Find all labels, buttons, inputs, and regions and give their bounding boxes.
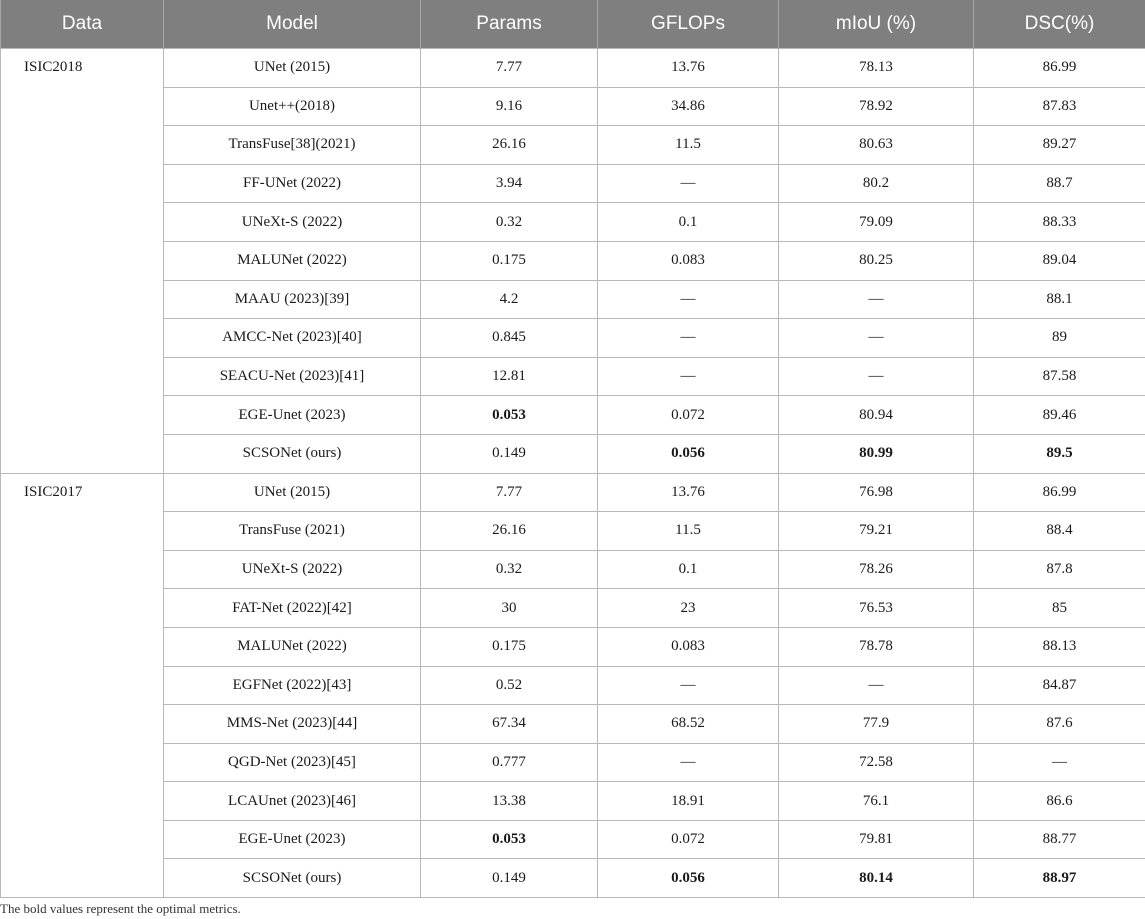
params-cell: 0.52 — [421, 666, 598, 705]
model-cell: EGFNet (2022)[43] — [164, 666, 421, 705]
params-cell: 9.16 — [421, 87, 598, 126]
miou-cell: 80.2 — [779, 164, 974, 203]
gflops-cell: 11.5 — [598, 512, 779, 551]
miou-cell: 80.99 — [779, 434, 974, 473]
miou-cell: — — [779, 357, 974, 396]
params-cell: 67.34 — [421, 705, 598, 744]
table-row — [1, 357, 1145, 396]
model-cell: TransFuse (2021) — [164, 512, 421, 551]
model-cell: FAT-Net (2022)[42] — [164, 589, 421, 628]
dsc-cell: 85 — [974, 589, 1145, 628]
params-cell: 13.38 — [421, 782, 598, 821]
dataset-cell: ISIC2018 — [1, 49, 164, 474]
miou-cell: 79.09 — [779, 203, 974, 242]
dsc-cell: 89 — [974, 319, 1145, 358]
miou-cell: 79.81 — [779, 820, 974, 859]
dsc-cell: 88.97 — [974, 859, 1145, 898]
table-footnote: The bold values represent the optimal metrics. — [0, 901, 241, 916]
gflops-cell: 34.86 — [598, 87, 779, 126]
params-cell: 3.94 — [421, 164, 598, 203]
dsc-cell: 86.99 — [974, 49, 1145, 88]
params-cell: 0.149 — [421, 859, 598, 898]
miou-cell: — — [779, 280, 974, 319]
table-row — [1, 434, 1145, 473]
model-cell: TransFuse[38](2021) — [164, 126, 421, 165]
table-row — [1, 627, 1145, 666]
params-cell: 4.2 — [421, 280, 598, 319]
table-row — [1, 512, 1145, 551]
table-row — [1, 49, 1145, 88]
miou-cell: — — [779, 666, 974, 705]
gflops-cell: 18.91 — [598, 782, 779, 821]
params-cell: 7.77 — [421, 473, 598, 512]
model-cell: MALUNet (2022) — [164, 241, 421, 280]
model-cell: Unet++(2018) — [164, 87, 421, 126]
table-row — [1, 319, 1145, 358]
gflops-cell: — — [598, 357, 779, 396]
params-cell: 0.845 — [421, 319, 598, 358]
header-miou: mIoU (%) — [779, 0, 974, 49]
dsc-cell: — — [974, 743, 1145, 782]
model-cell: FF-UNet (2022) — [164, 164, 421, 203]
dsc-cell: 84.87 — [974, 666, 1145, 705]
gflops-cell: 0.083 — [598, 627, 779, 666]
dsc-cell: 87.83 — [974, 87, 1145, 126]
model-cell: LCAUnet (2023)[46] — [164, 782, 421, 821]
dsc-cell: 89.04 — [974, 241, 1145, 280]
header-row — [1, 0, 1145, 49]
header-model: Model — [164, 0, 421, 49]
model-cell: UNeXt-S (2022) — [164, 203, 421, 242]
params-cell: 12.81 — [421, 357, 598, 396]
dsc-cell: 88.4 — [974, 512, 1145, 551]
miou-cell: 80.94 — [779, 396, 974, 435]
params-cell: 26.16 — [421, 126, 598, 165]
params-cell: 0.32 — [421, 550, 598, 589]
model-cell: EGE-Unet (2023) — [164, 396, 421, 435]
gflops-cell: 0.072 — [598, 396, 779, 435]
dsc-cell: 89.5 — [974, 434, 1145, 473]
miou-cell: 76.1 — [779, 782, 974, 821]
params-cell: 0.175 — [421, 627, 598, 666]
header-data: Data — [1, 0, 164, 49]
dataset-cell: ISIC2017 — [1, 473, 164, 898]
miou-cell: 79.21 — [779, 512, 974, 551]
dsc-cell: 88.1 — [974, 280, 1145, 319]
table-row — [1, 743, 1145, 782]
model-cell: UNet (2015) — [164, 473, 421, 512]
dsc-cell: 88.33 — [974, 203, 1145, 242]
dsc-cell: 89.27 — [974, 126, 1145, 165]
table-row — [1, 126, 1145, 165]
gflops-cell: 0.1 — [598, 550, 779, 589]
gflops-cell: — — [598, 319, 779, 358]
miou-cell: 76.98 — [779, 473, 974, 512]
dsc-cell: 88.77 — [974, 820, 1145, 859]
table-row — [1, 241, 1145, 280]
table-row — [1, 705, 1145, 744]
header-params: Params — [421, 0, 598, 49]
params-cell: 26.16 — [421, 512, 598, 551]
model-cell: MAAU (2023)[39] — [164, 280, 421, 319]
gflops-cell: 0.072 — [598, 820, 779, 859]
params-cell: 30 — [421, 589, 598, 628]
model-cell: QGD-Net (2023)[45] — [164, 743, 421, 782]
header-gflops: GFLOPs — [598, 0, 779, 49]
miou-cell: 78.78 — [779, 627, 974, 666]
gflops-cell: — — [598, 164, 779, 203]
table-row — [1, 203, 1145, 242]
miou-cell: 78.26 — [779, 550, 974, 589]
gflops-cell: 68.52 — [598, 705, 779, 744]
gflops-cell: — — [598, 666, 779, 705]
miou-cell: — — [779, 319, 974, 358]
gflops-cell: 23 — [598, 589, 779, 628]
params-cell: 0.053 — [421, 820, 598, 859]
model-cell: EGE-Unet (2023) — [164, 820, 421, 859]
gflops-cell: — — [598, 743, 779, 782]
miou-cell: 78.13 — [779, 49, 974, 88]
gflops-cell: 0.056 — [598, 434, 779, 473]
gflops-cell: 13.76 — [598, 49, 779, 88]
gflops-cell: 0.083 — [598, 241, 779, 280]
model-cell: MMS-Net (2023)[44] — [164, 705, 421, 744]
gflops-cell: 0.056 — [598, 859, 779, 898]
model-cell: MALUNet (2022) — [164, 627, 421, 666]
gflops-cell: — — [598, 280, 779, 319]
table-row — [1, 550, 1145, 589]
header-dsc: DSC(%) — [974, 0, 1145, 49]
miou-cell: 72.58 — [779, 743, 974, 782]
model-cell: UNeXt-S (2022) — [164, 550, 421, 589]
table-row — [1, 473, 1145, 512]
table-row — [1, 87, 1145, 126]
miou-cell: 78.92 — [779, 87, 974, 126]
dsc-cell: 86.6 — [974, 782, 1145, 821]
params-cell: 7.77 — [421, 49, 598, 88]
miou-cell: 76.53 — [779, 589, 974, 628]
table-row — [1, 396, 1145, 435]
table-row — [1, 666, 1145, 705]
params-cell: 0.32 — [421, 203, 598, 242]
table-row — [1, 820, 1145, 859]
table-row — [1, 589, 1145, 628]
dsc-cell: 86.99 — [974, 473, 1145, 512]
dsc-cell: 89.46 — [974, 396, 1145, 435]
table-row — [1, 782, 1145, 821]
model-cell: UNet (2015) — [164, 49, 421, 88]
table-body — [1, 49, 1145, 898]
dsc-cell: 88.13 — [974, 627, 1145, 666]
gflops-cell: 13.76 — [598, 473, 779, 512]
gflops-cell: 0.1 — [598, 203, 779, 242]
params-cell: 0.175 — [421, 241, 598, 280]
table-row — [1, 859, 1145, 898]
dsc-cell: 87.58 — [974, 357, 1145, 396]
dsc-cell: 87.8 — [974, 550, 1145, 589]
params-cell: 0.777 — [421, 743, 598, 782]
model-cell: SCSONet (ours) — [164, 434, 421, 473]
table-header — [1, 0, 1145, 49]
miou-cell: 77.9 — [779, 705, 974, 744]
model-cell: SCSONet (ours) — [164, 859, 421, 898]
params-cell: 0.149 — [421, 434, 598, 473]
dsc-cell: 88.7 — [974, 164, 1145, 203]
model-cell: AMCC-Net (2023)[40] — [164, 319, 421, 358]
gflops-cell: 11.5 — [598, 126, 779, 165]
params-cell: 0.053 — [421, 396, 598, 435]
miou-cell: 80.63 — [779, 126, 974, 165]
table-row — [1, 164, 1145, 203]
table-row — [1, 280, 1145, 319]
dsc-cell: 87.6 — [974, 705, 1145, 744]
miou-cell: 80.25 — [779, 241, 974, 280]
model-cell: SEACU-Net (2023)[41] — [164, 357, 421, 396]
miou-cell: 80.14 — [779, 859, 974, 898]
